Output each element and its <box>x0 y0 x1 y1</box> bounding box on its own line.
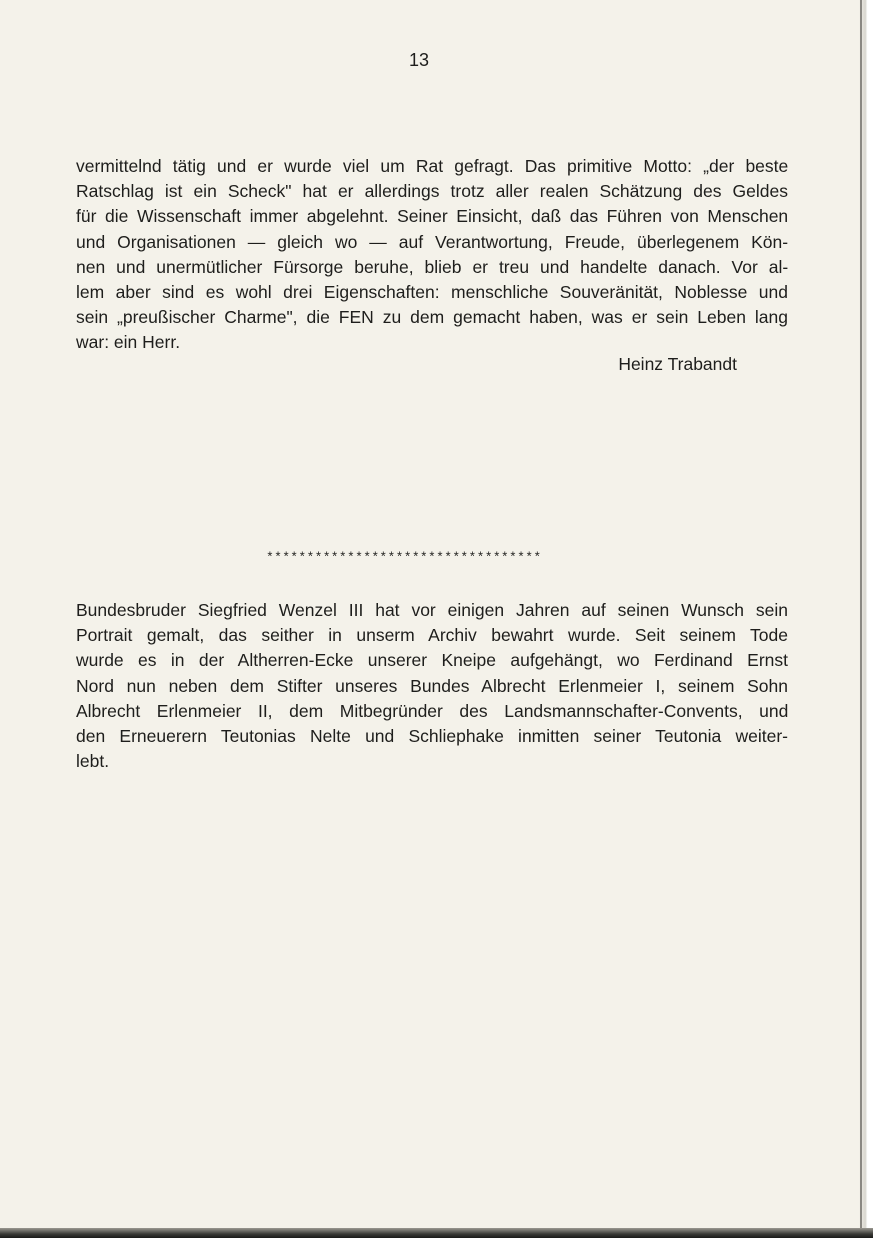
paragraph-line: Ratschlag ist ein Scheck" hat er allerdings trotz aller realen Schätzung des Geldes <box>76 181 788 202</box>
paragraph-line: sein „preußischer Charme", die FEN zu dem gemacht haben, was er sein Leben lang <box>76 307 788 328</box>
paragraph-line: nen und unermütlicher Fürsorge beruhe, blieb er treu und handelte danach. Vor al- <box>76 256 789 277</box>
section-separator: ********************************** <box>266 550 542 565</box>
author-signature: Heinz Trabandt <box>618 354 737 374</box>
paragraph-line: vermittelnd tätig und er wurde viel um Rat gefragt. Das primitive Motto: „der beste <box>76 156 789 176</box>
page-number: 13 <box>408 50 430 70</box>
paragraph-line: Nord nun neben dem Stifter unseres Bundes Albrecht Erlenmeier I, seinem Sohn <box>76 675 788 696</box>
paragraph-line: lebt. <box>76 751 110 772</box>
paragraph-line: wurde es in der Altherren-Ecke unserer Kneipe aufgehängt, wo Ferdinand Ernst <box>76 650 788 671</box>
paragraph-line: war: ein Herr. <box>76 332 181 353</box>
paragraph-line: für die Wissenschaft immer abgelehnt. Seiner Einsicht, daß das Führen von Menschen <box>76 206 789 227</box>
paragraph-line: Albrecht Erlenmeier II, dem Mitbegründer des Landsmannschafter-Convents, und <box>76 700 789 721</box>
page-edge-shadow <box>860 0 862 1238</box>
paragraph-line: den Erneuerern Teutonias Nelte und Schliephake inmitten seiner Teutonia weiter- <box>76 726 788 747</box>
paragraph-line: und Organisationen — gleich wo — auf Verantwortung, Freude, überlegenem Kön- <box>76 231 789 252</box>
paragraph-line: lem aber sind es wohl drei Eigenschaften: menschliche Souveränität, Noblesse und <box>76 282 788 303</box>
page-edge-bottom <box>0 1228 873 1238</box>
paragraph-portrait <box>76 598 788 774</box>
paragraph-tribute <box>76 154 788 356</box>
paragraph-line: Bundesbruder Siegfried Wenzel III hat vor einigen Jahren auf seinen Wunsch sein <box>76 600 788 620</box>
paragraph-line: Portrait gemalt, das seither in unserm Archiv bewahrt wurde. Seit seinem Tode <box>76 625 788 646</box>
